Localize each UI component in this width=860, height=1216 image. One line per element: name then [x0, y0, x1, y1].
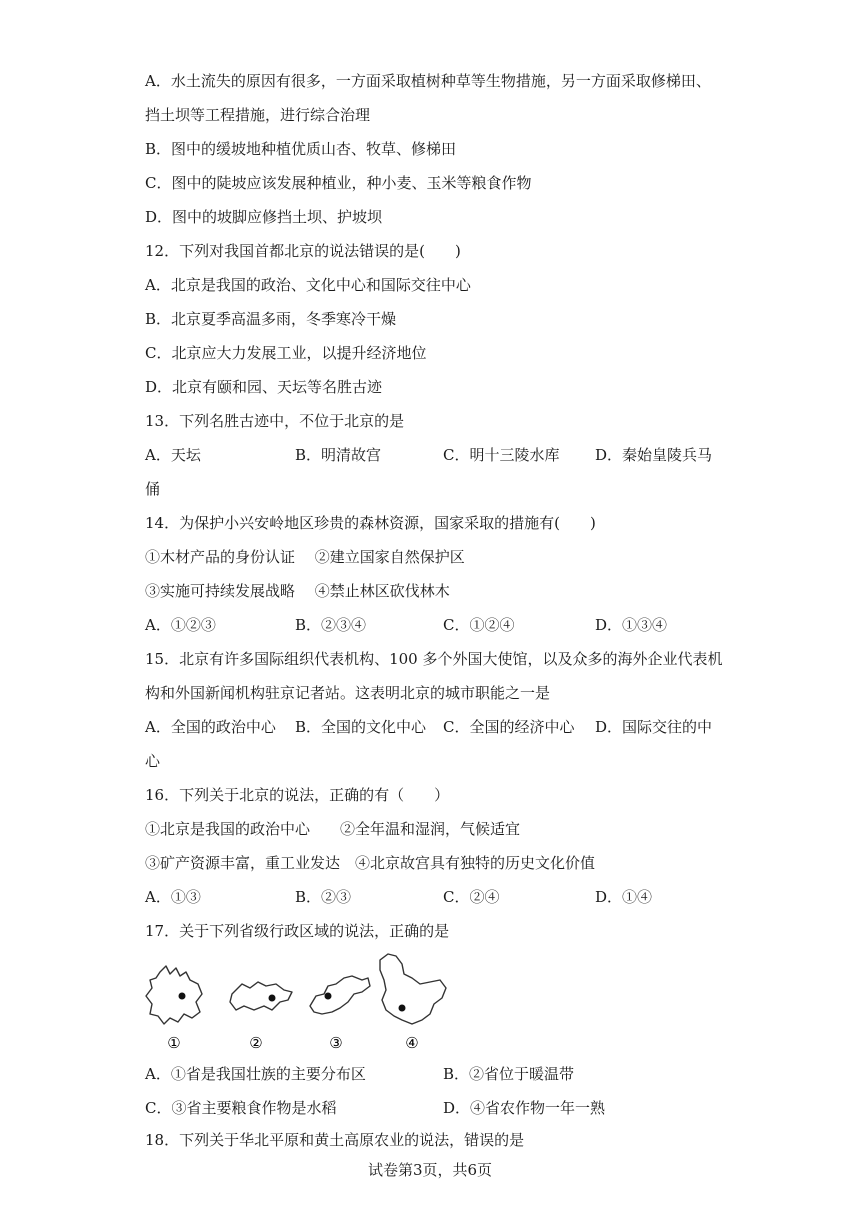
q16-option-d: D．①④ — [595, 888, 653, 906]
q13-stem: 13．下列名胜古迹中，不位于北京的是 — [145, 412, 405, 430]
q14-statements-2: ③实施可持续发展战略 ④禁止林区砍伐林木 — [145, 582, 450, 600]
q16-statements-1: ①北京是我国的政治中心 ②全年温和湿润，气候适宜 — [145, 820, 521, 838]
map-label-4: ④ — [405, 1034, 419, 1052]
province-map-1 — [146, 966, 202, 1024]
q13-option-b: B．明清故宫 — [295, 446, 382, 464]
q13-option-a: A．天坛 — [145, 446, 201, 464]
q17-stem: 17．关于下列省级行政区域的说法，正确的是 — [145, 922, 450, 940]
q17-option-a: A．①省是我国壮族的主要分布区 — [145, 1065, 366, 1083]
q12-stem: 12．下列对我国首都北京的说法错误的是( ) — [145, 242, 461, 260]
q14-option-c: C．①②④ — [443, 616, 515, 634]
q11-option-a-line1: A．水土流失的原因有很多，一方面采取植树种草等生物措施，另一方面采取修梯田、 — [145, 72, 711, 90]
q16-option-a: A．①③ — [145, 888, 201, 906]
q14-stem: 14．为保护小兴安岭地区珍贵的森林资源，国家采取的措施有( ) — [145, 514, 596, 532]
q15-option-b: B．全国的文化中心 — [295, 718, 427, 736]
q11-option-b: B．图中的缓坡地种植优质山杏、牧草、修梯田 — [145, 140, 457, 158]
q12-option-d: D．北京有颐和园、天坛等名胜古迹 — [145, 378, 383, 396]
province-outline-maps — [140, 950, 460, 1054]
province-map-3 — [310, 976, 370, 1014]
q14-option-a: A．①②③ — [145, 616, 216, 634]
q15-option-d: D．国际交往的中 — [595, 718, 713, 736]
q12-option-c: C．北京应大力发展工业，以提升经济地位 — [145, 344, 427, 362]
q13-option-d: D．秦始皇陵兵马 — [595, 446, 713, 464]
page-footer: 试卷第3页，共6页 — [367, 1161, 493, 1179]
q13-option-c: C．明十三陵水库 — [443, 446, 560, 464]
q11-option-c: C．图中的陡坡应该发展种植业，种小麦、玉米等粮食作物 — [145, 174, 532, 192]
province-map-2 — [230, 982, 292, 1010]
q14-statements-1: ①木材产品的身份认证 ②建立国家自然保护区 — [145, 548, 465, 566]
q15-option-a: A．全国的政治中心 — [145, 718, 276, 736]
q14-option-d: D．①③④ — [595, 616, 668, 634]
q16-statements-2: ③矿产资源丰富，重工业发达 ④北京故宫具有独特的历史文化价值 — [145, 854, 596, 872]
q16-option-c: C．②④ — [443, 888, 500, 906]
q16-option-b: B．②③ — [295, 888, 352, 906]
q11-option-a-line2: 挡土坝等工程措施，进行综合治理 — [145, 106, 371, 124]
q14-option-b: B．②③④ — [295, 616, 367, 634]
q15-option-d-continued: 心 — [145, 752, 161, 770]
q11-option-d: D．图中的坡脚应修挡土坝、护坡坝 — [145, 208, 383, 226]
q15-option-c: C．全国的经济中心 — [443, 718, 575, 736]
province-map-4 — [380, 954, 446, 1024]
q16-stem: 16．下列关于北京的说法，正确的有（ ） — [145, 786, 450, 804]
q17-option-c: C．③省主要粮食作物是水稻 — [145, 1099, 337, 1117]
map-label-1: ① — [167, 1034, 181, 1052]
map-label-2: ② — [249, 1034, 263, 1052]
q17-option-d: D．④省农作物一年一熟 — [443, 1099, 606, 1117]
q13-option-d-continued: 俑 — [145, 480, 161, 498]
q12-option-a: A．北京是我国的政治、文化中心和国际交往中心 — [145, 276, 471, 294]
q12-option-b: B．北京夏季高温多雨，冬季寒冷干燥 — [145, 310, 397, 328]
q15-stem-line1: 15．北京有许多国际组织代表机构、100 多个外国大使馆，以及众多的海外企业代表机 — [145, 650, 723, 668]
q15-stem-line2: 构和外国新闻机构驻京记者站。这表明北京的城市职能之一是 — [145, 684, 551, 702]
map-label-3: ③ — [329, 1034, 343, 1052]
q18-stem: 18．下列关于华北平原和黄土高原农业的说法，错误的是 — [145, 1131, 525, 1149]
q17-option-b: B．②省位于暖温带 — [443, 1065, 575, 1083]
